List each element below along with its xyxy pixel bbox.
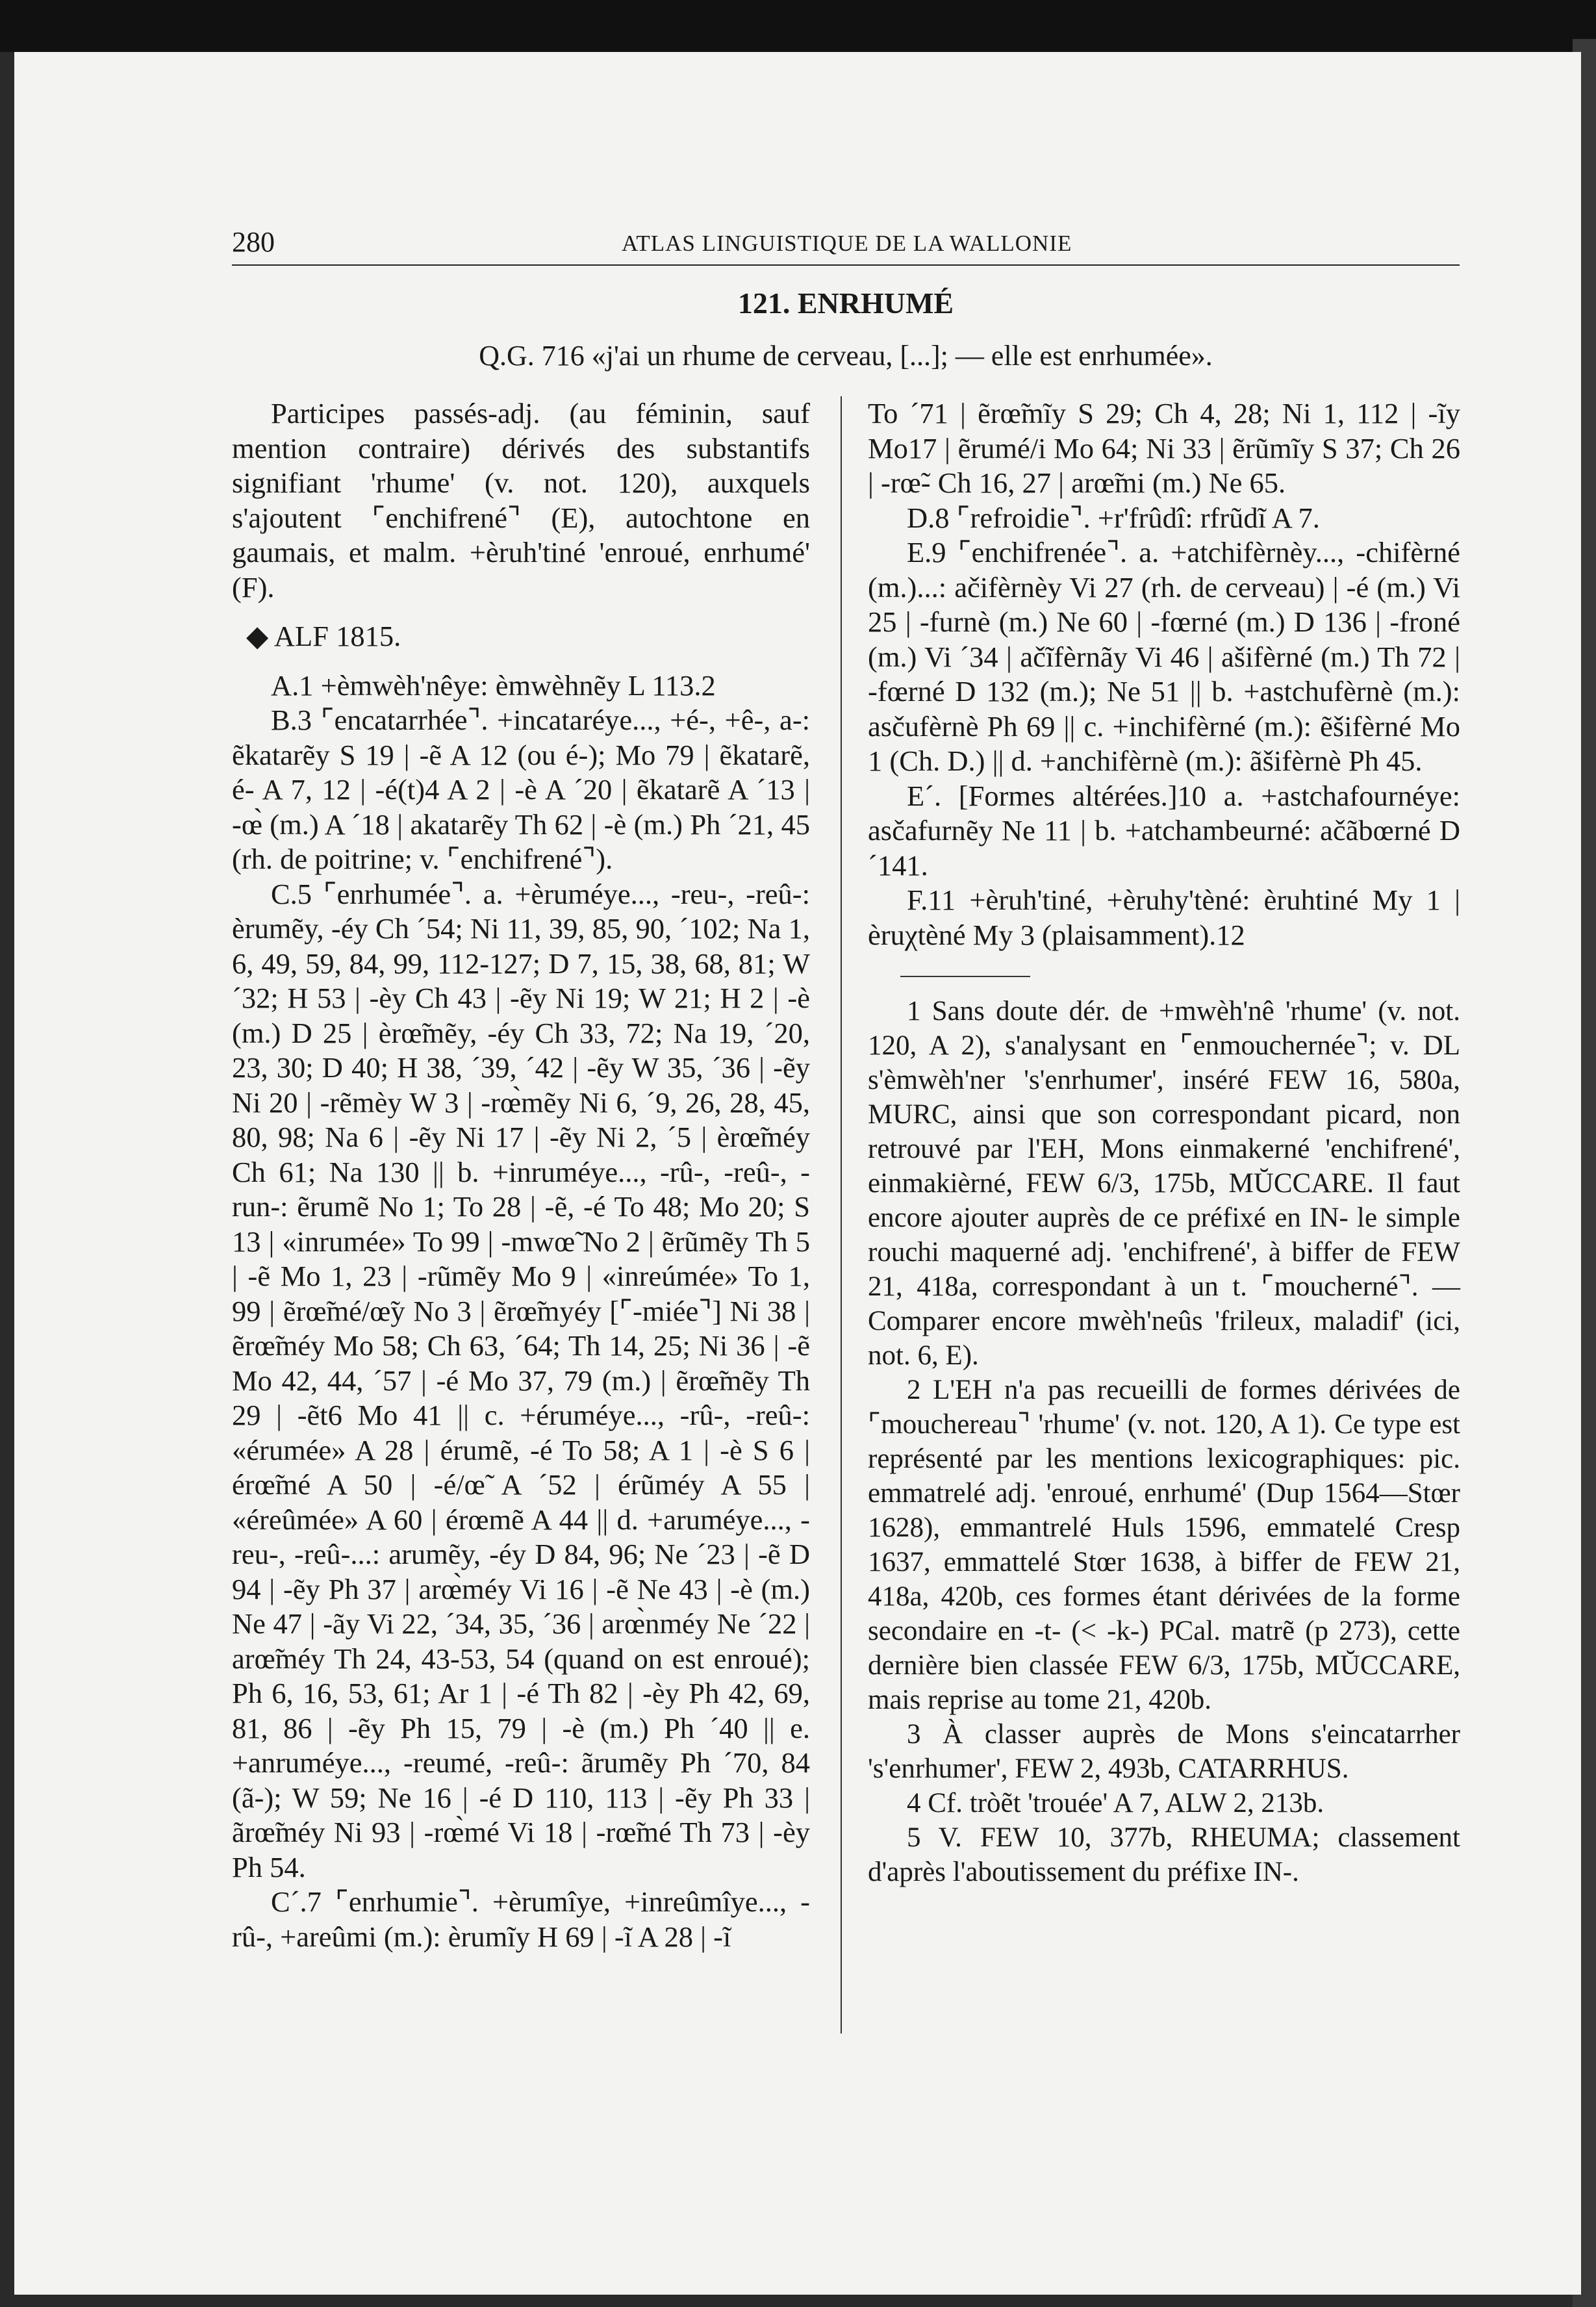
page-header bbox=[232, 211, 1460, 266]
alf-reference: ◆ ALF 1815. bbox=[246, 620, 401, 652]
right-column bbox=[868, 396, 1460, 1889]
section-f: F.11 +èruh'tiné, +èruhy'tèné: èruhtiné My 1 | èruχtèné My 3 (plaisamment).12 bbox=[868, 884, 1460, 951]
left-column bbox=[232, 396, 810, 1954]
scan-top-border bbox=[0, 0, 1596, 52]
running-title: ATLAS LINGUISTIQUE DE LA WALLONIE bbox=[622, 231, 1072, 256]
section-d: D.8 ⌜refroidie⌝. +r'frûdî: rfrũdĩ A 7. bbox=[907, 501, 1320, 534]
entry-title: 121. ENRHUMÉ bbox=[737, 287, 954, 320]
section-e-prime: E´. [Formes altérées.]10 a. +astchafournéye: asčafurnẽy Ne 11 | b. +atchambeurné: ačãbœrné D ´141. bbox=[868, 779, 1460, 882]
footnote-3: 3 À classer auprès de Mons s'eincatarrher 's'enrhumer', FEW 2, 493b, CATARRHUS. bbox=[868, 1719, 1460, 1784]
section-e: E.9 ⌜enchifrenée⌝. a. +atchifèrnèy..., -chifèrné (m.)...: ačifèrnèy Vi 27 (rh. de cerveau) | -é (m.) Vi 25 | -furnè (m.) Ne 60 | -fœrné (m.) D 136 | -froné (m.) Vi ´34 | ačĩfèrnãy Vi 46 | ašifèrné (m.) Th 72 | -fœrné D 132 (m.); Ne 51 || b. +astchufèrnè (m.): asčufèrnè Ph 69 || c. +inchifèrné (m.): ẽšifèrné Mo 1 (Ch. D.) || d. +anchifèrnè (m.): ãšifèrnè Ph 45. bbox=[868, 536, 1460, 777]
section-a: A.1 +èmwèh'nêye: èmwèhnẽy L 113.2 bbox=[271, 669, 716, 702]
footnote-1: 1 Sans doute dér. de +mwèh'nê 'rhume' (v. not. 120, A 2), s'analysant en ⌜enmouchernée⌝; v. DL s'èmwèh'ner 's'enrhumer', inséré FEW 16, 580a, MURC, ainsi que son correspondant picard, non retrouvé par l'EH, Mons einmakerné 'enchifrené', einmakièrné, FEW 6/3, 175b, MŬCCARE. Il faut encore ajouter auprès de ce préfixé en IN- le simple rouchi maquerné adj. 'enchifrené', à biffer de FEW 21, 418a, correspondant à un t. ⌜moucherné⌝. — Comparer encore mwèh'neûs 'frileux, maladif' (ici, not. 6, E). bbox=[868, 996, 1460, 1371]
footnote-rule bbox=[900, 976, 1030, 977]
footnote-5: 5 V. FEW 10, 377b, RHEUMA; classement d'après l'aboutissement du préfixe IN-. bbox=[868, 1822, 1460, 1887]
intro-paragraph: Participes passés-adj. (au féminin, sauf mention contraire) dérivés des substantifs signifiant 'rhume' (v. not. 120), auxquels s'ajoutent ⌜enchifrené⌝ (E), autochtone en gaumais, et malm. +èruh'tiné 'enroué, enrhumé' (F). bbox=[232, 397, 810, 604]
section-c-prime: C´.7 ⌜enrhumie⌝. +èrumîye, +inreûmîye..., -rû-, +areûmi (m.): èrumĩy H 69 | -ĩ A 28 | -ĩ bbox=[232, 1885, 810, 1953]
page-number: 280 bbox=[232, 226, 275, 258]
footnote-4: 4 Cf. tròẽt 'trouée' A 7, ALW 2, 213b. bbox=[907, 1788, 1324, 1818]
section-c: C.5 ⌜enrhumée⌝. a. +èruméye..., -reu-, -reû-: èrumẽy, -éy Ch ´54; Ni 11, 39, 85, 90, ´102; Na 1, 6, 49, 59, 84, 99, 112-127; D 7, 15, 38, 68, 81; W ´32; H 53 | -èy Ch 43 | -ẽy Ni 19; W 21; H 2 | -è (m.) D 25 | èrœ̃mẽy, -éy Ch 33, 72; Na 19, ´20, 23, 30; D 40; H 38, ´39, ´42 | -ẽy W 35, ´36 | -ẽy Ni 20 | -rẽmèy W 3 | -rœ̀mẽy Ni 6, ´9, 26, 28, 45, 80, 98; Na 6 | -ẽy Ni 17 | -ẽy Ni 2, ´5 | èrœ̃méy Ch 61; Na 130 || b. +inruméye..., -rû-, -reû-, -run-: ẽrumẽ No 1; To 28 | -ẽ, -é To 48; Mo 20; S 13 | «inrumée» To 99 | -mwœ̃ No 2 | ẽrũmẽy Th 5 | -ẽ Mo 1, 23 | -rũmẽy Mo 9 | «inreúmée» To 1, 99 | ẽrœ̃mé/œ̃y No 3 | ẽrœ̃myéy [⌜-miée⌝] Ni 38 | ẽrœ̃méy Mo 58; Ch 63, ´64; Th 14, 25; Ni 36 | -ẽ Mo 42, 44, ´57 | -é Mo 37, 79 (m.) | ẽrœ̃mẽy Th 29 | -ẽt6 Mo 41 || c. +éruméye..., -rû-, -reû-: «érumée» A 28 | érumẽ, -é To 58; A 1 | -è S 6 | érœ̃mé A 50 | -é/œ̃ A ´52 | érũméy A 55 | «éreûmée» A 60 | érœmẽ A 44 || d. +aruméye..., -reu-, -reû-...: arumẽy, -éy D 84, 96; Ne ´23 | -ẽ D 94 | -ẽy Ph 37 | arœ̀méy Vi 16 | -ẽ Ne 43 | -è (m.) Ne 47 | -ãy Vi 22, ´34, 35, ´36 | arœ̀nméy Ne ´22 | arœ̃méy Th 24, 43-53, 54 (quand on est enroué); Ph 6, 16, 53, 61; Ar 1 | -é Th 82 | -èy Ph 42, 69, 81, 86 | -ẽy Ph 15, 79 | -è (m.) Ph ´40 || e. +anruméye..., -reumé, -reû-: ãrumẽy Ph ´70, 84 (ã-); W 59; Ne 16 | -é D 110, 113 | -ẽy Ph 33 | ãrœ̃méy Ni 93 | -rœ̀mé Vi 18 | -rœ̃mé Th 73 | -èy Ph 54. bbox=[232, 877, 810, 1883]
footnote-2: 2 L'EH n'a pas recueilli de formes dérivées de ⌜mouchereau⌝ 'rhume' (v. not. 120, A 1). Ce type est représenté par les mentions lexicographiques: pic. emmatrelé adj. 'enroué, enrhumé' (Dup 1564—Stœr 1628), emmantrelé Huls 1596, emmatelé Cresp 1637, emmattelé Stœr 1638, à biffer de FEW 21, 418a, 420b, ces formes étant dérivées de la forme secondaire en -t- (< -k-) PCal. matrẽ (p 273), cette dernière bien classée FEW 6/3, 175b, MŬCCARE, mais reprise au tome 21, 420b. bbox=[868, 1375, 1460, 1715]
questionnaire-line: Q.G. 716 «j'ai un rhume de cerveau, [...]; — elle est enrhumée». bbox=[479, 340, 1213, 372]
column-divider bbox=[841, 396, 842, 2033]
section-c-prime-continued: To ´71 | ẽrœ̃mĩy S 29; Ch 4, 28; Ni 1, 112 | -ĩy Mo17 | ẽrumé/i Mo 64; Ni 33 | ẽrũmĩy S 37; Ch 26 | -rœ̃- Ch 16, 27 | arœ̃mi (m.) Ne 65. bbox=[868, 397, 1460, 499]
section-b: B.3 ⌜encatarrhée⌝. +incataréye..., +é-, +ê-, a-: ẽkatarẽy S 19 | -ẽ A 12 (ou é-); Mo 79 | ẽkatarẽ, é- A 7, 12 | -é(t)4 A 2 | -è A ´20 | ẽkatarẽ A ´13 | -œ̀ (m.) A ´18 | akatarẽy Th 62 | -è (m.) Ph ´21, 45 (rh. de poitrine; v. ⌜enchifrené⌝). bbox=[232, 704, 810, 875]
